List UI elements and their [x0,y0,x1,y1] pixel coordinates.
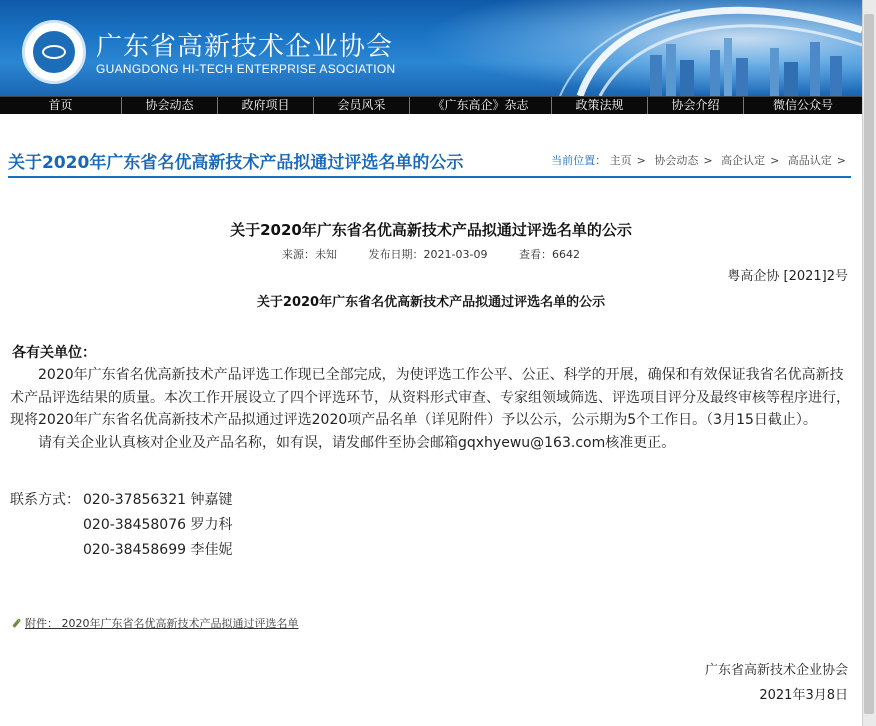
nav-item-news[interactable]: 协会动态 [122,97,218,114]
nav-item-magazine[interactable]: 《广东高企》杂志 [410,97,552,114]
contact-row [10,538,232,563]
site-banner [0,0,862,96]
body-paragraph: 请有关企业认真核对企业及产品名称，如有误，请发邮件至协会邮箱gqxhyewu@163.com核准更正。 [38,434,676,451]
page-heading-bar [8,140,851,178]
contact-label: 联系方式： [10,492,80,508]
association-logo-icon[interactable] [22,20,86,84]
breadcrumb-news[interactable]: 协会动态 [654,154,699,167]
attachment-link[interactable]: 附件： 2020年广东省名优高新技术产品拟通过评选名单 [25,617,299,630]
signature-date: 2021年3月8日 [759,688,848,703]
article-source: 来源：未知 [282,248,338,261]
attachment-row [10,615,299,631]
contact-row [10,488,232,513]
breadcrumb-label: 当前位置： [551,154,607,167]
nav-item-wechat[interactable]: 微信公众号 [772,98,833,112]
breadcrumb-separator: > [836,154,846,167]
paperclip-icon [10,617,22,629]
salutation: 各有关单位： [12,345,96,361]
body-paragraph: 2020年广东省名优高新技术产品评选工作现已全部完成，为使评选工作公平、公正、科学的开展，确保和有效保证我省名优高新技术产品评选结果的质量。本次工作开展设立了四个评选环节，从资料形式审查、专家组领域筛选、评选项目评分及最终审核等程序进行，现将2020年广东省名优高新技术产品拟通过评选2020项产品名单（详见附件）予以公示，公示期为5个工作日。（3月15日截止）。 [10,367,850,428]
nav-item-policy[interactable]: 政策法规 [552,97,648,114]
article-subtitle: 关于2020年广东省名优高新技术产品拟通过评选名单的公示 [256,295,606,310]
city-skyline-illustration [540,0,862,96]
nav-item-members[interactable]: 会员风采 [314,97,410,114]
article-meta [0,246,862,262]
signature-org: 广东省高新技术企业协会 [704,663,848,678]
nav-item-home[interactable]: 首页 [0,97,122,114]
page-title: 关于2020年广东省名优高新技术产品拟通过评选名单的公示 [8,153,464,173]
document-number: 粤高企协 [2021]2号 [727,269,848,284]
breadcrumb-separator: > [703,154,713,167]
org-name-cn: 广东省高新技术企业协会 [96,32,394,62]
breadcrumb-home[interactable]: 主页 [609,154,632,167]
article-title: 关于2020年广东省名优高新技术产品拟通过评选名单的公示 [230,221,632,239]
main-nav [0,96,862,114]
contact-entry: 020-38458699 李佳妮 [83,542,233,558]
nav-item-gov-projects[interactable]: 政府项目 [218,97,314,114]
contact-entry: 020-38458076 罗力科 [83,517,233,533]
nav-item-about[interactable]: 协会介绍 [648,97,744,114]
article-date: 发布日期：2021-03-09 [368,248,488,261]
breadcrumb-certification[interactable]: 高企认定 [721,154,766,167]
breadcrumb-separator: > [770,154,780,167]
scrollbar-thumb[interactable] [864,14,874,714]
breadcrumb [551,152,851,168]
contact-list [10,488,232,563]
contact-row [10,513,232,538]
article-body [10,364,850,454]
breadcrumb-separator: > [636,154,646,167]
article-views: 查看：6642 [518,248,580,261]
breadcrumb-product-certification[interactable]: 高品认定 [787,154,832,167]
contact-entry: 020-37856321 钟嘉键 [83,492,233,508]
org-name-en: GUANGDONG HI-TECH ENTERPRISE ASOCIATION [96,62,396,76]
